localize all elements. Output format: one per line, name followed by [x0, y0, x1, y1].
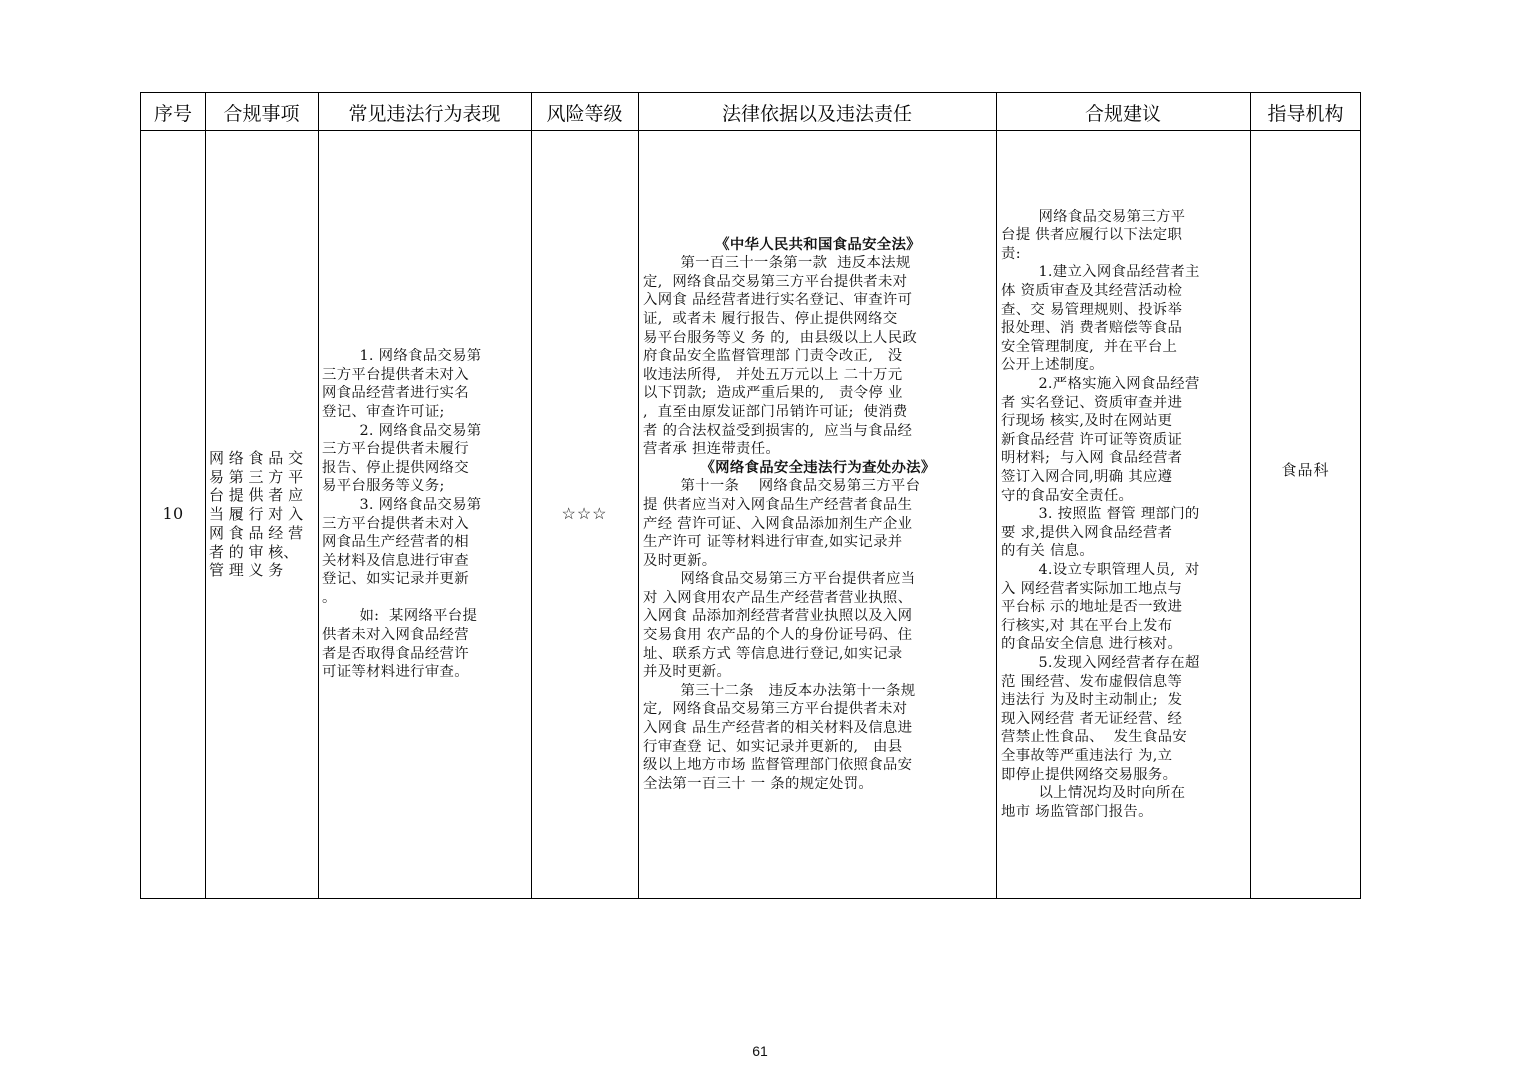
advice-line: 新食品经营 许可证等资质证 [1001, 431, 1183, 448]
advice-line: 5.发现入网经营者存在超 [1038, 654, 1200, 671]
header-agency: 指导机构 [1267, 102, 1344, 125]
row-advice-cell [996, 131, 1250, 898]
behavior-line: 如: 某网络平台提 [359, 608, 478, 625]
row-behavior-cell [318, 131, 531, 898]
law-line: 址、联系方式 等信息进行登记,如实记录 [643, 645, 903, 662]
advice-line: 的食品安全信息 进行核对。 [1001, 636, 1183, 653]
behavior-line: 登记、审查许可证; [322, 403, 445, 420]
advice-line: 平台标 示的地址是否一致进 [1001, 599, 1183, 616]
law-line: 证, 或者未 履行报告、停止提供网络交 [643, 310, 898, 327]
law-line: 易平台服务等义 务 的, 由县级以上人民政 [643, 329, 918, 346]
behavior-line: 网食品生产经营者的相 [322, 534, 469, 551]
item-line: 易 第 三 方 平 [209, 467, 304, 486]
advice-line: 4.设立专职管理人员, 对 [1038, 561, 1200, 578]
header-behavior: 常见违法行为表现 [348, 102, 501, 125]
law-line: 者 的合法权益受到损害的, 应当与食品经 [643, 422, 913, 439]
advice-line: 明材料; 与入网 食品经营者 [1001, 450, 1183, 467]
law-line: 生产许可 证等材料进行审查,如实记录并 [643, 534, 903, 551]
item-line: 管 理 义 务 [209, 561, 284, 580]
behavior-line: 三方平台提供者未对入 [322, 366, 469, 383]
item-line: 网 络 食 品 交 [209, 448, 304, 467]
advice-line: 守的食品安全责任。 [1001, 487, 1134, 504]
behavior-line: 供者未对入网食品经营 [322, 627, 469, 644]
advice-line: 签订入网合同,明确 其应遵 [1001, 469, 1173, 486]
row-agency-cell [1250, 131, 1361, 898]
law-line: 定, 网络食品交易第三方平台提供者未对 [643, 701, 908, 718]
behavior-line: 网食品经营者进行实名 [322, 385, 469, 402]
advice-line: 即停止提供网络交易服务。 [1001, 766, 1178, 783]
behavior-line: 2. 网络食品交易第 [359, 422, 482, 439]
header-advice: 合规建议 [1084, 102, 1161, 125]
law-line: 行审查登 记、如实记录并更新的, 由县 [643, 738, 903, 755]
row-agency: 食品科 [1281, 461, 1330, 479]
law-line: 营者承 担连带责任。 [643, 441, 781, 458]
advice-line: 2.严格实施入网食品经营 [1038, 376, 1200, 393]
law-line: 第三十二条 违反本办法第十一条规 [680, 682, 916, 699]
row-law [643, 236, 993, 794]
row-seq-cell [141, 131, 205, 898]
advice-line: 公开上述制度。 [1001, 357, 1104, 374]
header-seq: 序号 [153, 102, 192, 125]
law-line: 入网食 品生产经营者的相关材料及信息进 [643, 720, 913, 737]
advice-line: 网络食品交易第三方平 [1038, 208, 1186, 225]
advice-line: 行现场 核实,及时在网站更 [1001, 413, 1173, 430]
row-seq: 10 [162, 504, 184, 524]
behavior-line: 报告、停止提供网络交 [322, 459, 469, 476]
behavior-line: 易平台服务等义务; [322, 478, 445, 495]
row-advice [1001, 208, 1200, 822]
law-line: 提 供者应当对入网食品生产经营者食品生 [643, 496, 913, 513]
law-line: 及时更新。 [643, 552, 717, 569]
law-line: 对 入网食用农产品生产经营者营业执照、 [643, 589, 913, 606]
advice-line: 入 网经营者实际加工地点与 [1001, 580, 1183, 597]
law-line: 定, 网络食品交易第三方平台提供者未对 [643, 273, 908, 290]
risk-stars: ☆☆☆ [561, 504, 608, 524]
behavior-line: 3. 网络食品交易第 [359, 496, 482, 513]
behavior-line: 可证等材料进行审查。 [322, 664, 469, 681]
item-line: 台 提 供 者 应 [209, 486, 304, 505]
behavior-line: 。 [322, 589, 337, 606]
item-line: 当 履 行 对 入 [209, 505, 304, 524]
law-line: 级以上地方市场 监督管理部门依照食品安 [643, 757, 913, 774]
page-number: 61 [752, 1043, 768, 1059]
law-line: 入网食 品添加剂经营者营业执照以及入网 [643, 608, 913, 625]
advice-line: 行核实,对 其在平台上发布 [1001, 617, 1173, 634]
law-line: 收违法所得, 并处五万元以上 二十万元 [643, 366, 903, 383]
table-header-row [141, 93, 1360, 131]
law-line: 产经 营许可证、入网食品添加剂生产企业 [643, 515, 913, 532]
law-line: , 直至由原发证部门吊销许可证; 使消费 [643, 403, 908, 420]
advice-line: 责: [1001, 245, 1021, 262]
advice-line: 查、交 易管理规则、投诉举 [1001, 301, 1183, 318]
law-line: 网络食品交易第三方平台提供者应当 [680, 571, 916, 588]
law-line: 第十一条 网络食品交易第三方平台 [680, 478, 921, 495]
advice-line: 体 资质审查及其经营活动检 [1001, 283, 1183, 300]
behavior-line: 1. 网络食品交易第 [359, 348, 482, 365]
law-title-food-safety: 《中华人民共和国食品安全法》 [715, 235, 921, 253]
item-line: 者 的 审 核、 [209, 542, 299, 561]
row-item-cell [205, 131, 318, 898]
item-line: 网 食 品 经 营 [209, 523, 304, 542]
advice-line: 地市 场监管部门报告。 [1001, 803, 1153, 820]
advice-line: 的有关 信息。 [1001, 543, 1095, 560]
law-line: 以下罚款; 造成严重后果的, 责令停 业 [643, 385, 903, 402]
behavior-line: 者是否取得食品经营许 [322, 645, 469, 662]
header-item: 合规事项 [223, 102, 300, 125]
row-item [209, 449, 303, 581]
behavior-line: 关材料及信息进行审查 [322, 552, 469, 569]
header-law: 法律依据以及违法责任 [721, 102, 912, 125]
advice-line: 全事故等严重违法行 为,立 [1001, 747, 1173, 764]
behavior-line: 三方平台提供者未履行 [322, 441, 469, 458]
law-line: 全法第一百三十 一 条的规定处罚。 [643, 775, 874, 792]
advice-line: 要 求,提供入网食品经营者 [1001, 524, 1173, 541]
advice-line: 3. 按照监 督管 理部门的 [1038, 506, 1200, 523]
behavior-line: 登记、如实记录并更新 [322, 571, 469, 588]
advice-line: 违法行 为及时主动制止; 发 [1001, 692, 1183, 709]
advice-line: 营禁止性食品、 发生食品安 [1001, 729, 1188, 746]
advice-line: 台提 供者应履行以下法定职 [1001, 227, 1183, 244]
law-title-online-food: 《网络食品安全违法行为查处办法》 [700, 458, 936, 476]
advice-line: 报处理、消 费者赔偿等食品 [1001, 320, 1183, 337]
row-behavior [322, 347, 481, 682]
advice-line: 范 围经营、发布虚假信息等 [1001, 673, 1183, 690]
law-line: 交易食用 农产品的个人的身份证号码、住 [643, 627, 913, 644]
advice-line: 1.建立入网食品经营者主 [1038, 264, 1200, 281]
law-line: 第一百三十一条第一款 违反本法规 [680, 255, 911, 272]
law-line: 并及时更新。 [643, 664, 732, 681]
row-risk-cell [531, 131, 638, 898]
advice-line: 现入网经营 者无证经营、经 [1001, 710, 1183, 727]
compliance-table [140, 92, 1361, 899]
law-line: 府食品安全监督管理部 门责令改正, 没 [643, 348, 903, 365]
advice-line: 者 实名登记、资质审查并进 [1001, 394, 1183, 411]
row-law-cell [638, 131, 996, 898]
law-line: 入网食 品经营者进行实名登记、审查许可 [643, 292, 913, 309]
behavior-line: 三方平台提供者未对入 [322, 515, 469, 532]
advice-line: 以上情况均及时向所在 [1038, 785, 1186, 802]
advice-line: 安全管理制度, 并在平台上 [1001, 338, 1178, 355]
header-risk: 风险等级 [546, 102, 623, 125]
